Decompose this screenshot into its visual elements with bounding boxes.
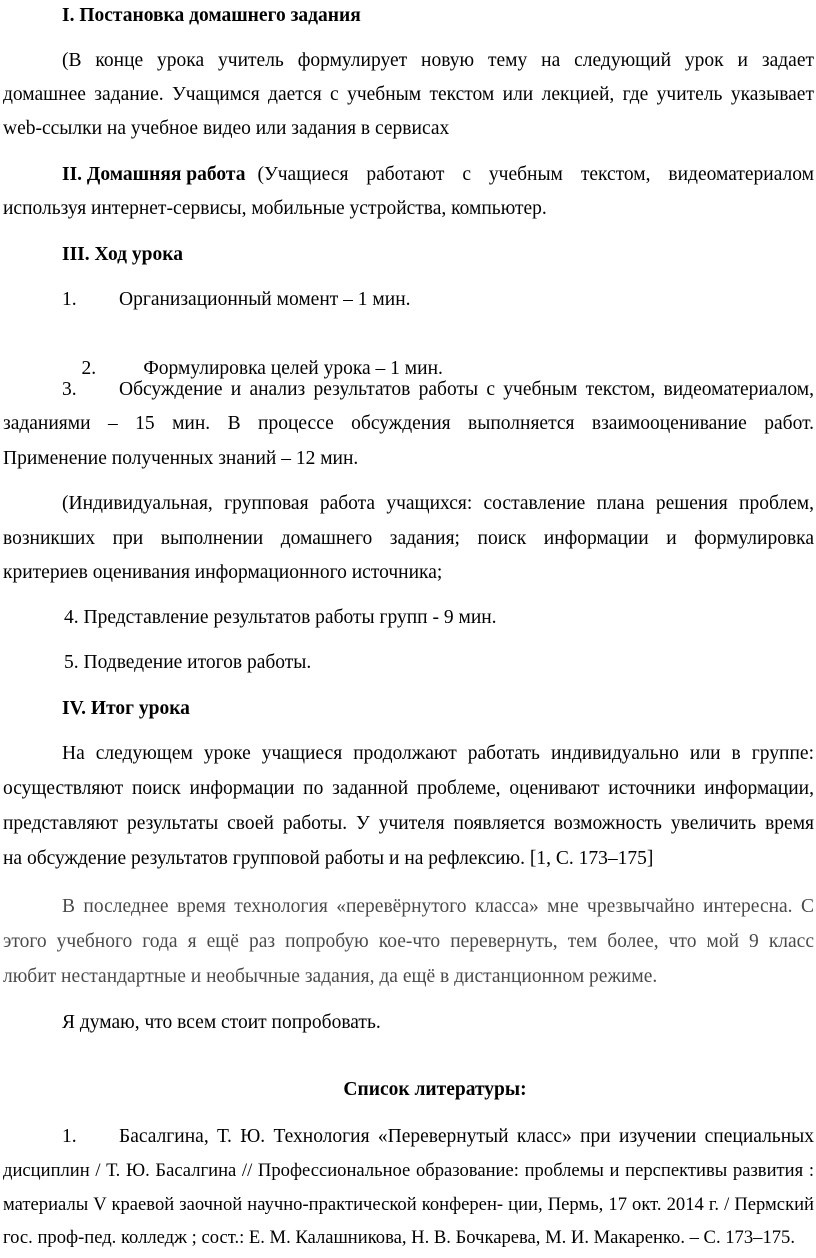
paragraph-line: Применение полученных знаний – 12 мин. [3,448,359,469]
list-item [62,288,411,312]
paragraph-line: На следующем уроке учащиеся продолжают работать индивидуально или в группе: [62,743,814,764]
section-heading-4: IV. Итог урока [62,698,190,719]
reference-line: гос. проф-пед. колледж ; сост.: Е. М. Калашникова, Н. В. Бочкарева, М. И. Макаренко. – С. 173–175. [3,1227,795,1248]
section-heading-1: I. Постановка домашнего задания [62,5,361,26]
list-item-number: 2. [81,358,97,379]
reference-line: материалы V краевой заочной научно-практической конферен- ции, Пермь, 17 окт. 2014 г. / Пермский [3,1194,814,1215]
paragraph-line: критериев оценивания информационного источника; [3,562,443,583]
section-heading-2: II. Домашняя работа [62,164,246,185]
paragraph-line: любит нестандартные и необычные задания, да ещё в дистанционном режиме. [3,966,658,987]
list-item-number: 1. [62,289,77,310]
paragraph-line: возникших при выполнении домашнего задания; поиск информации и формулировка [3,528,814,549]
reference-number: 1. [62,1126,77,1147]
paragraph-line: представляют результаты своей работы. У учителя появляется возможность увеличить время [3,813,814,834]
references-heading: Список литературы: [343,1079,527,1100]
list-item: 5. Подведение итогов работы. [64,652,312,673]
list-item-text: Обсуждение и анализ результатов работы с учебным текстом, видеоматериалом, [119,379,814,400]
list-item-number: 3. [62,379,77,400]
paragraph-line: осуществляют поиск информации по заданной проблеме, оценивают источники информации, [3,778,814,799]
reference-item [62,1125,814,1149]
reference-line: дисциплин / Т. Ю. Басалгина // Профессиональное образование: проблемы и перспективы развития : [3,1160,814,1181]
list-item: 4. Представление результатов работы групп - 9 мин. [64,607,497,628]
section-heading-2-line [62,163,814,187]
paragraph-line: web-ссылки на учебное видео или задания в сервисах [3,118,450,139]
paragraph-line: (Учащиеся работают с учебным текстом, видеоматериалом [257,164,814,185]
paragraph-line: этого учебного года я ещё раз попробую кое-что перевернуть, тем более, что мой 9 класс [3,931,814,952]
list-item-text: Формулировка целей урока – 1 мин. [138,358,443,379]
section-heading-3: III. Ход урока [62,244,183,265]
list-item [62,378,814,402]
paragraph-line: на обсуждение результатов групповой работы и на рефлексию. [1, С. 173–175] [3,848,654,869]
paragraph-line: (В конце урока учитель формулирует новую тему на следующий урок и задает [62,50,814,71]
paragraph-line: домашнее задание. Учащимся дается с учебным текстом или лекцией, где учитель указывает [3,84,814,105]
reference-text: Басалгина, Т. Ю. Технология «Перевернутый класс» при изучении специальных [119,1126,814,1147]
paragraph-line: В последнее время технология «перевёрнутого класса» мне чрезвычайно интересна. С [62,896,814,917]
paragraph-line: (Индивидуальная, групповая работа учащихся: составление плана решения проблем, [62,493,814,514]
conclusion-line: Я думаю, что всем стоит попробовать. [62,1012,381,1033]
list-item [62,333,443,379]
list-item-text: Организационный момент – 1 мин. [119,289,411,310]
paragraph-line: используя интернет-сервисы, мобильные устройства, компьютер. [3,198,547,219]
paragraph-line: заданиями – 15 мин. В процессе обсуждения выполняется взаимооценивание работ. [3,413,814,434]
